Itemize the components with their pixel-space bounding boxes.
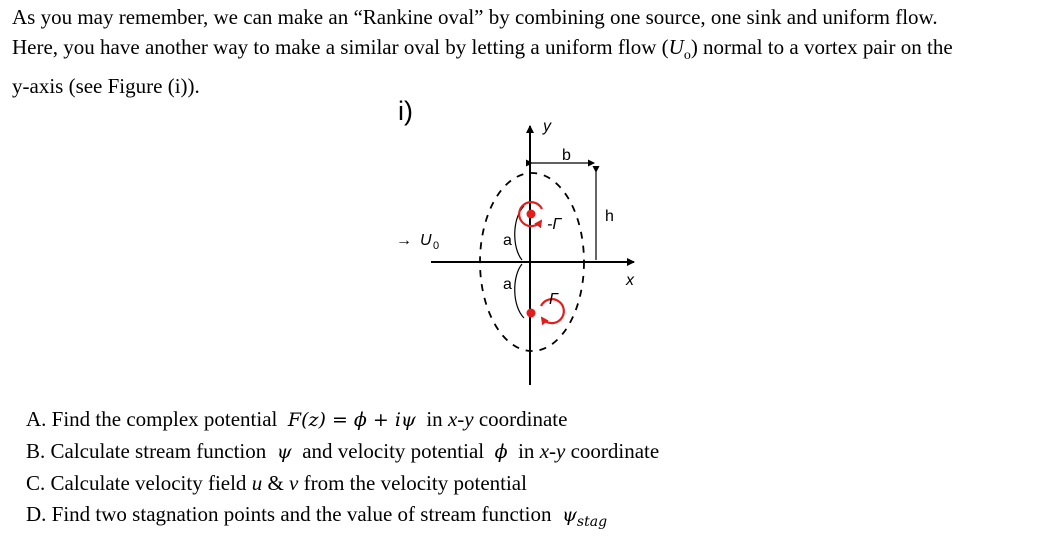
task-b xyxy=(26,436,1026,468)
task-c-letter: C. xyxy=(26,471,46,495)
task-b-psi: ψ xyxy=(276,441,292,463)
task-a-letter: A. xyxy=(26,407,47,431)
task-c-amp: & xyxy=(267,471,284,495)
task-b-in: in xyxy=(518,439,535,463)
task-c-text: Calculate velocity field xyxy=(50,471,247,495)
task-a xyxy=(26,404,1026,436)
b-label: b xyxy=(562,147,571,164)
task-c xyxy=(26,468,1026,499)
intro-line-2-text: Here, you have another way to make a similar oval by letting a uniform flow ( xyxy=(12,35,669,59)
vortex-bottom xyxy=(527,299,564,323)
task-a-math: F(z) = ϕ + iψ xyxy=(287,409,416,431)
a-upper-label: a xyxy=(503,232,512,249)
task-a-text: Find the complex potential xyxy=(51,407,278,431)
uniform-flow-var: U xyxy=(668,35,684,59)
intro-line-3: y-axis (see Figure (i)). xyxy=(12,74,200,99)
task-c-u: u xyxy=(251,471,263,495)
task-d xyxy=(26,499,1026,538)
vortex-top-label: -Γ xyxy=(547,216,562,233)
task-b-letter: B. xyxy=(26,439,46,463)
a-lower-label: a xyxy=(503,276,512,293)
intro-line-2-tail: ) normal to a vortex pair on the xyxy=(690,35,953,59)
task-c-v: v xyxy=(289,471,299,495)
task-b-text: Calculate stream function xyxy=(50,439,267,463)
x-axis-label: x xyxy=(626,272,634,289)
figure-label: i) xyxy=(398,96,413,126)
task-d-psi: ψ xyxy=(562,504,577,526)
h-label: h xyxy=(605,208,614,225)
task-a-coord: x-y xyxy=(447,407,474,431)
a-lower-bracket xyxy=(515,264,524,318)
uniform-flow-label: U xyxy=(420,232,432,249)
uniform-flow-sub-label: 0 xyxy=(433,240,440,252)
task-a-tail: coordinate xyxy=(478,407,568,431)
task-b-tail: coordinate xyxy=(570,439,660,463)
task-d-letter: D. xyxy=(26,502,47,526)
task-b-coord: x-y xyxy=(539,439,566,463)
intro-line-1: As you may remember, we can make an “Rankine oval” by combining one source, one sink and uniform flow. xyxy=(12,5,938,29)
task-c-tail: from the velocity potential xyxy=(303,471,527,495)
task-b-mid: and velocity potential xyxy=(302,439,485,463)
uniform-flow-sub: o xyxy=(683,48,691,64)
task-list xyxy=(26,404,1026,538)
uniform-flow-arrow: → xyxy=(396,232,412,249)
task-d-psi-sub: stag xyxy=(576,514,608,530)
task-b-phi: ϕ xyxy=(494,441,508,463)
task-d-text: Find two stagnation points and the value of stream function xyxy=(51,502,552,526)
y-axis-label: y xyxy=(543,118,551,135)
vortex-bottom-label: Γ xyxy=(549,291,559,308)
task-a-in: in xyxy=(426,407,443,431)
